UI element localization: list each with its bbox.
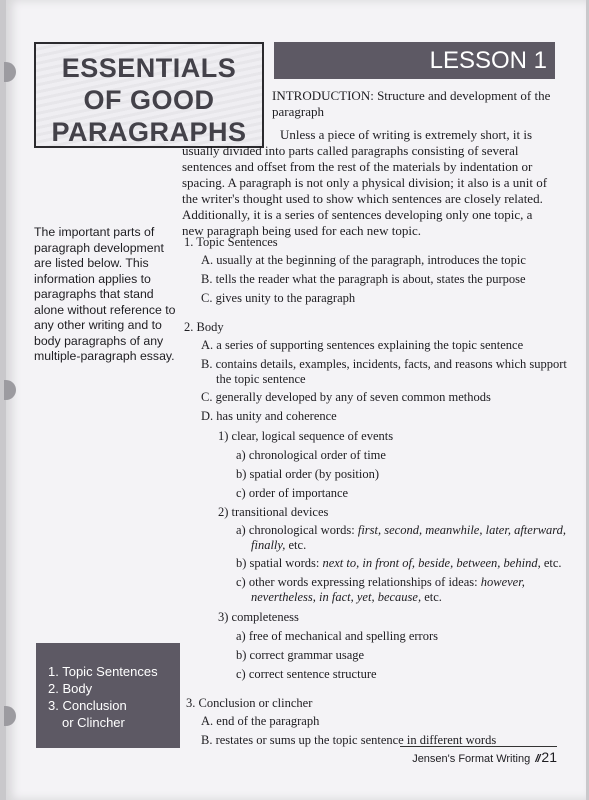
intro-heading: INTRODUCTION: Structure and development of the paragraph: [272, 88, 551, 119]
outline-section: 1. Topic Sentences: [184, 235, 278, 249]
italic-words: next to, in front of, beside, between, behind,: [322, 556, 541, 570]
outline-subsubitem: c) correct sentence structure: [236, 667, 377, 681]
outline-item: B. contains details, examples, incidents, facts, and reasons which support: [201, 357, 567, 371]
text-span: etc.: [285, 538, 307, 552]
binder-hole: [4, 380, 16, 400]
outline-subsubitem: [236, 575, 525, 590]
outline-item: C. gives unity to the paragraph: [201, 291, 356, 305]
italic-words: however,: [480, 575, 525, 589]
text-span: a) chronological words:: [236, 523, 358, 537]
outline-item: C. generally developed by any of seven common methods: [201, 390, 491, 404]
outline-subsubitem: b) spatial order (by position): [236, 467, 380, 481]
intro-paragraph: [182, 127, 556, 239]
outline-section: 3. Conclusion or clincher: [186, 696, 313, 710]
outline-item-continued: the topic sentence: [216, 372, 306, 386]
text-span: etc.: [540, 556, 562, 570]
outline-item: A. end of the paragraph: [201, 714, 320, 728]
sidebar-note: The important parts of paragraph development are listed below. This information applies to paragraphs that stand alone without reference to any other writing and to body paragraphs of any multiple-paragraph essay.: [34, 225, 176, 363]
text-span: c) other words expressing relationships of ideas:: [236, 575, 481, 589]
binder-hole: [4, 62, 16, 82]
outline-section: 2. Body: [184, 320, 224, 334]
outline-item: A. usually at the beginning of the paragraph, introduces the topic: [201, 253, 526, 267]
outline-subsubitem: [236, 556, 562, 571]
binder-hole: [4, 706, 16, 726]
footer-divider: //: [535, 753, 540, 765]
outline-subsubitem: [236, 523, 566, 538]
summary-box: [36, 643, 180, 748]
summary-item: 3. Conclusion: [48, 698, 127, 713]
outline-item: B. tells the reader what the paragraph is about, states the purpose: [201, 272, 526, 286]
title-line: ESSENTIALS: [61, 53, 237, 83]
text-span: etc.: [421, 590, 442, 604]
outline-item: B. restates or sums up the topic sentence in different words: [201, 733, 497, 747]
lesson-banner: LESSON 1: [274, 42, 555, 79]
outline-subsubitem: b) correct grammar usage: [236, 648, 365, 662]
italic-words: nevertheless, in fact, yet, because,: [251, 590, 422, 604]
page-number: 21: [541, 749, 557, 765]
outline-subsubitem: c) order of importance: [236, 486, 349, 500]
outline-subsubitem: a) chronological order of time: [236, 448, 386, 462]
outline-subitem: 2) transitional devices: [218, 505, 329, 519]
title-line: PARAGRAPHS: [51, 117, 247, 147]
book-title: Jensen's Format Writing: [412, 753, 531, 765]
outline-item: D. has unity and coherence: [201, 409, 337, 423]
italic-words: first, second, meanwhile, later, afterward,: [357, 523, 567, 537]
italic-words: finally,: [251, 538, 286, 552]
intro-text: Unless a piece of writing is extremely short, it is usually divided into parts called paragraphs consisting of several sentences and offset from the rest of the materials by indentation or spacing. A paragraph is not only a physical division; it also is a unit of the writer's thought used to show which sentences are closely related. Additionally, it is a series of sentences developing only one topic, a new paragraph being used for each new topic.: [182, 127, 548, 238]
page-footer: [400, 746, 557, 767]
outline-subitem: 1) clear, logical sequence of events: [218, 429, 394, 443]
summary-item: 2. Body: [48, 681, 93, 696]
outline-subitem: 3) completeness: [218, 610, 299, 624]
summary-item: 1. Topic Sentences: [48, 664, 158, 679]
summary-item-continued: or Clincher: [62, 715, 125, 730]
title-line: OF GOOD: [83, 85, 215, 115]
outline-subsubitem-continued: [251, 538, 306, 553]
outline-subsubitem-continued: [251, 590, 442, 605]
outline-subsubitem: a) free of mechanical and spelling errors: [236, 629, 438, 643]
text-span: b) spatial words:: [236, 556, 323, 570]
outline-item: A. a series of supporting sentences explaining the topic sentence: [201, 338, 524, 352]
